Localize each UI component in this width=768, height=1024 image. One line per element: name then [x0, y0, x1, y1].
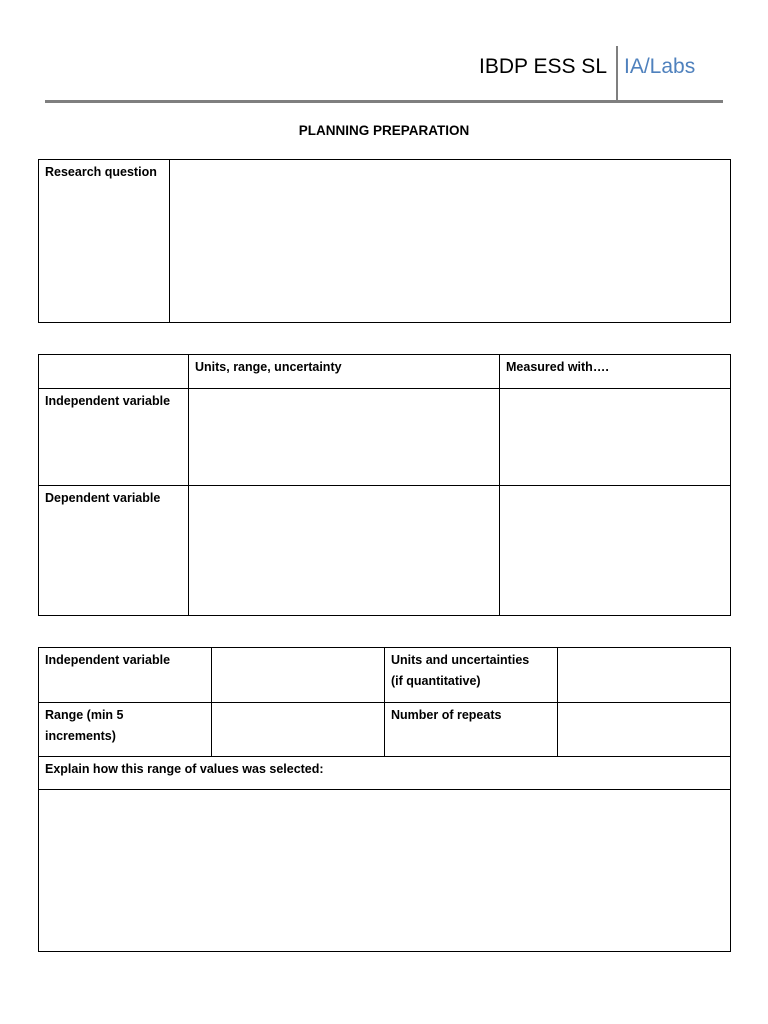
dependent-units-field[interactable]	[189, 486, 500, 616]
independent-measured-field[interactable]	[500, 389, 731, 486]
range-independent-label: Independent variable	[39, 648, 212, 703]
column-header-units: Units, range, uncertainty	[189, 355, 500, 389]
page-title: PLANNING PREPARATION	[298, 123, 470, 138]
range-label: Range (min 5 increments)	[39, 703, 212, 757]
column-header-measured: Measured with….	[500, 355, 731, 389]
range-table	[38, 647, 731, 952]
table-row	[39, 757, 731, 790]
explain-range-field[interactable]	[39, 790, 731, 952]
dependent-measured-field[interactable]	[500, 486, 731, 616]
column-header-blank	[39, 355, 189, 389]
course-title: IBDP ESS SL	[478, 55, 607, 78]
variables-table	[38, 354, 731, 616]
range-independent-field[interactable]	[212, 648, 385, 703]
table-row	[39, 703, 731, 757]
dependent-variable-label: Dependent variable	[39, 486, 189, 616]
explain-range-label: Explain how this range of values was selected:	[39, 757, 731, 790]
research-question-field[interactable]	[170, 160, 731, 323]
table-row	[39, 486, 731, 616]
research-question-label: Research question	[39, 160, 170, 323]
units-uncertainties-label: Units and uncertainties (if quantitative)	[385, 648, 558, 703]
number-of-repeats-field[interactable]	[558, 703, 731, 757]
independent-units-field[interactable]	[189, 389, 500, 486]
header-divider	[616, 46, 618, 101]
range-field[interactable]	[212, 703, 385, 757]
table-row	[39, 648, 731, 703]
table-row	[39, 389, 731, 486]
section-title: IA/Labs	[624, 55, 696, 78]
independent-variable-label: Independent variable	[39, 389, 189, 486]
table-row	[39, 160, 731, 323]
number-of-repeats-label: Number of repeats	[385, 703, 558, 757]
header-rule	[45, 100, 723, 103]
table-header-row	[39, 355, 731, 389]
units-uncertainties-field[interactable]	[558, 648, 731, 703]
table-row	[39, 790, 731, 952]
research-question-table	[38, 159, 731, 323]
